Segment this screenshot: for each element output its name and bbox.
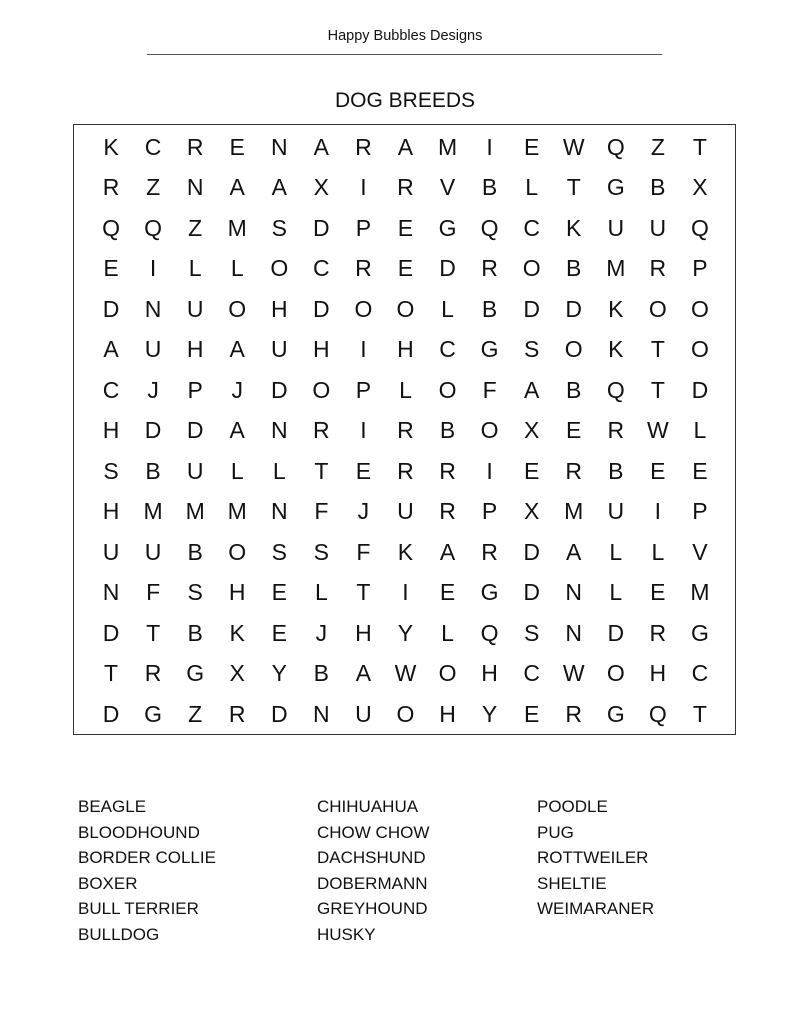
grid-letter: X: [313, 174, 330, 201]
grid-letter: H: [102, 417, 120, 444]
grid-letter: E: [523, 700, 540, 727]
grid-letter: E: [692, 457, 708, 484]
grid-letter: Y: [271, 660, 287, 687]
grid-letter: O: [270, 255, 289, 282]
grid-letter: G: [690, 619, 709, 646]
grid-letter: T: [356, 579, 371, 606]
grid-letter: W: [562, 133, 585, 160]
grid-letter: C: [523, 214, 540, 241]
grid-letter: Y: [397, 619, 414, 646]
grid-letter: B: [187, 619, 203, 646]
grid-letter: N: [565, 619, 583, 646]
grid-letter: D: [691, 376, 709, 403]
grid-letter: U: [649, 214, 667, 241]
grid-letter: U: [186, 457, 204, 484]
grid-letter: H: [102, 498, 120, 525]
grid-letter: C: [439, 336, 456, 363]
grid-letter: I: [402, 579, 409, 606]
word-list-column: [537, 794, 654, 922]
grid-letter: W: [394, 660, 417, 687]
grid-letter: E: [439, 579, 456, 606]
grid-letter: R: [313, 417, 330, 444]
grid-letter: B: [650, 174, 666, 201]
grid-letter: R: [102, 174, 120, 201]
grid-letter: H: [481, 660, 498, 687]
grid-letter: L: [188, 255, 202, 282]
grid-letter: R: [481, 255, 498, 282]
grid-letter: T: [314, 457, 329, 484]
grid-letter: O: [354, 295, 373, 322]
grid-letter: Z: [188, 700, 203, 727]
grid-letter: L: [651, 538, 665, 565]
grid-letter: R: [355, 133, 372, 160]
word-list-item: POODLE: [537, 797, 608, 816]
grid-letter: M: [227, 498, 247, 525]
grid-letter: M: [690, 579, 710, 606]
grid-letter: R: [439, 457, 456, 484]
word-list-item: BLOODHOUND: [78, 822, 200, 842]
grid-letter: L: [693, 417, 707, 444]
grid-letter: H: [313, 336, 330, 363]
grid-letter: A: [229, 417, 245, 444]
grid-letter: G: [186, 660, 205, 687]
word-list-item: BULL TERRIER: [78, 899, 199, 919]
grid-letter: G: [606, 700, 625, 727]
grid-letter: V: [439, 174, 456, 201]
grid-letter: B: [439, 417, 456, 444]
grid-letter: P: [481, 498, 498, 525]
grid-letter: N: [270, 498, 288, 525]
grid-letter: A: [313, 133, 330, 160]
grid-letter: O: [396, 295, 415, 322]
grid-letter: U: [144, 336, 162, 363]
grid-letter: D: [523, 538, 540, 565]
grid-letter: C: [523, 660, 540, 687]
grid-letter: K: [397, 538, 414, 565]
grid-letter: R: [397, 174, 414, 201]
grid-letter: G: [480, 336, 499, 363]
grid-letter: P: [692, 498, 708, 525]
grid-letter: B: [566, 255, 582, 282]
grid-letter: R: [565, 457, 583, 484]
word-list-item: SHELTIE: [537, 873, 607, 893]
grid-letter: L: [441, 619, 454, 646]
grid-letter: C: [691, 660, 709, 687]
grid-letter: L: [230, 255, 244, 282]
grid-letter: D: [102, 700, 120, 727]
grid-letter: R: [186, 133, 204, 160]
grid-letter: E: [523, 457, 540, 484]
grid-letter: S: [313, 538, 330, 565]
word-list-item: BULLDOG: [78, 924, 160, 944]
grid-letter: B: [481, 174, 498, 201]
grid-letter: I: [654, 498, 662, 525]
grid-letter: A: [229, 336, 245, 363]
grid-letter: E: [650, 457, 666, 484]
grid-letter: E: [103, 255, 119, 282]
grid-letter: G: [480, 579, 499, 606]
grid-letter: E: [271, 619, 287, 646]
grid-letter: L: [609, 538, 623, 565]
grid-letter: L: [441, 295, 454, 322]
grid-letter: C: [102, 376, 120, 403]
grid-letter: B: [145, 457, 161, 484]
word-list-item: CHIHUAHUA: [317, 797, 419, 816]
grid-letter: L: [272, 457, 286, 484]
grid-letter: R: [228, 700, 246, 727]
grid-letter: W: [562, 660, 585, 687]
grid-letter: O: [312, 376, 331, 403]
grid-letter: J: [147, 376, 159, 403]
grid-letter: D: [313, 214, 330, 241]
grid-letter: H: [397, 336, 414, 363]
grid-letter: T: [104, 660, 119, 687]
grid-letter: D: [523, 579, 540, 606]
grid-letter: U: [607, 498, 625, 525]
header-divider: [147, 54, 662, 55]
grid-letter: E: [397, 255, 414, 282]
grid-letter: R: [649, 255, 667, 282]
grid-letter: Q: [606, 133, 625, 160]
grid-letter: H: [355, 619, 372, 646]
grid-letter: E: [397, 214, 414, 241]
grid-letter: R: [439, 498, 456, 525]
grid-letter: R: [481, 538, 498, 565]
brand-header: Happy Bubbles Designs: [327, 28, 483, 44]
grid-letter: B: [481, 295, 498, 322]
grid-letter: A: [103, 336, 119, 363]
word-list-item: ROTTWEILER: [537, 848, 649, 868]
grid-letter: K: [608, 336, 624, 363]
grid-letter: E: [523, 133, 540, 160]
word-list-item: HUSKY: [317, 924, 376, 944]
grid-letter: Q: [480, 619, 499, 646]
grid-letter: T: [650, 376, 665, 403]
puzzle-title: DOG BREEDS: [334, 89, 476, 112]
grid-letter: I: [486, 457, 493, 484]
word-list-item: GREYHOUND: [317, 899, 428, 919]
word-list-item: BOXER: [78, 873, 138, 893]
grid-letter: S: [523, 336, 540, 363]
grid-letter: I: [360, 336, 367, 363]
grid-letter: F: [314, 498, 329, 525]
grid-letter: G: [144, 700, 163, 727]
grid-letter: G: [438, 214, 457, 241]
grid-letter: D: [270, 700, 288, 727]
grid-letter: Q: [690, 214, 709, 241]
grid-letter: E: [229, 133, 245, 160]
grid-letter: H: [270, 295, 288, 322]
grid-letter: W: [646, 417, 669, 444]
grid-letter: M: [564, 498, 584, 525]
grid-letter: N: [186, 174, 204, 201]
grid-letter: T: [146, 619, 161, 646]
grid-letter: U: [607, 214, 625, 241]
grid-letter: A: [397, 133, 414, 160]
word-list-item: BEAGLE: [78, 797, 147, 816]
grid-letter: X: [692, 174, 708, 201]
grid-letter: X: [523, 417, 540, 444]
grid-letter: N: [144, 295, 162, 322]
grid-letter: D: [102, 619, 120, 646]
grid-letter: L: [525, 174, 539, 201]
grid-letter: R: [397, 417, 414, 444]
grid-letter: A: [439, 538, 456, 565]
grid-letter: B: [313, 660, 330, 687]
grid-letter: N: [565, 579, 583, 606]
grid-letter: Z: [146, 174, 161, 201]
grid-letter: O: [438, 660, 457, 687]
grid-letter: M: [606, 255, 626, 282]
grid-letter: I: [486, 133, 493, 160]
grid-letter: O: [228, 538, 247, 565]
grid-letter: U: [355, 700, 372, 727]
grid-letter: A: [271, 174, 287, 201]
grid-letter: E: [355, 457, 372, 484]
grid-letter: X: [229, 660, 245, 687]
grid-letter: F: [146, 579, 161, 606]
grid-letter: R: [565, 700, 583, 727]
grid-letter: V: [692, 538, 708, 565]
grid-letter: J: [231, 376, 243, 403]
grid-letter: T: [650, 336, 665, 363]
grid-letter: Z: [650, 133, 665, 160]
grid-letter: S: [103, 457, 119, 484]
grid-letter: H: [228, 579, 246, 606]
grid-letter: X: [523, 498, 540, 525]
grid-letter: F: [356, 538, 371, 565]
grid-letter: E: [650, 579, 666, 606]
grid-letter: H: [186, 336, 204, 363]
grid-letter: K: [103, 133, 119, 160]
grid-letter: N: [102, 579, 120, 606]
letter-grid: [90, 127, 721, 735]
word-list-item: PUG: [537, 822, 574, 842]
grid-letter: N: [313, 700, 330, 727]
grid-letter: U: [144, 538, 162, 565]
grid-letter: L: [399, 376, 412, 403]
grid-letter: B: [566, 376, 582, 403]
grid-letter: A: [523, 376, 540, 403]
grid-letter: I: [149, 255, 157, 282]
grid-letter: N: [270, 417, 288, 444]
grid-letter: S: [271, 538, 287, 565]
word-list-column: [78, 794, 216, 948]
grid-letter: Q: [648, 700, 667, 727]
grid-letter: U: [397, 498, 414, 525]
grid-letter: M: [437, 133, 458, 160]
grid-letter: R: [355, 255, 372, 282]
word-list-item: DOBERMANN: [317, 873, 428, 893]
grid-letter: T: [692, 133, 707, 160]
grid-letter: T: [566, 174, 581, 201]
grid-letter: U: [270, 336, 288, 363]
grid-letter: O: [438, 376, 457, 403]
grid-letter: H: [649, 660, 667, 687]
grid-letter: D: [102, 295, 120, 322]
grid-letter: M: [227, 214, 247, 241]
grid-letter: L: [609, 579, 623, 606]
word-list-column: [317, 794, 429, 948]
grid-letter: O: [690, 336, 709, 363]
grid-letter: Q: [102, 214, 120, 241]
word-search-grid-box: [73, 124, 736, 735]
grid-letter: R: [649, 619, 667, 646]
grid-letter: P: [355, 214, 372, 241]
grid-letter: P: [187, 376, 203, 403]
grid-letter: B: [187, 538, 203, 565]
grid-letter: H: [439, 700, 456, 727]
grid-letter: D: [270, 376, 288, 403]
word-list-item: CHOW CHOW: [317, 822, 430, 842]
grid-letter: C: [144, 133, 162, 160]
grid-letter: O: [606, 660, 625, 687]
grid-letter: E: [271, 579, 287, 606]
word-list-item: WEIMARANER: [537, 899, 655, 919]
grid-letter: M: [143, 498, 163, 525]
grid-letter: O: [396, 700, 415, 727]
word-list-item: DACHSHUND: [317, 848, 426, 868]
grid-letter: Z: [188, 214, 203, 241]
grid-letter: J: [357, 498, 370, 525]
grid-letter: D: [313, 295, 330, 322]
grid-letter: Y: [481, 700, 498, 727]
grid-letter: A: [355, 660, 372, 687]
grid-letter: F: [482, 376, 497, 403]
grid-letter: Q: [480, 214, 499, 241]
grid-letter: D: [439, 255, 456, 282]
grid-letter: D: [565, 295, 583, 322]
grid-letter: L: [314, 579, 328, 606]
grid-letter: A: [229, 174, 245, 201]
grid-letter: Q: [606, 376, 625, 403]
grid-letter: T: [692, 700, 707, 727]
grid-letter: O: [648, 295, 667, 322]
grid-letter: E: [566, 417, 582, 444]
grid-letter: P: [692, 255, 708, 282]
grid-letter: O: [228, 295, 247, 322]
grid-letter: S: [523, 619, 540, 646]
grid-letter: K: [608, 295, 624, 322]
grid-letter: U: [102, 538, 120, 565]
grid-letter: D: [186, 417, 204, 444]
grid-letter: I: [360, 174, 367, 201]
grid-letter: P: [355, 376, 372, 403]
grid-letter: R: [607, 417, 625, 444]
grid-letter: O: [480, 417, 499, 444]
grid-letter: S: [271, 214, 287, 241]
grid-letter: D: [523, 295, 540, 322]
grid-letter: S: [187, 579, 203, 606]
word-list-item: BORDER COLLIE: [78, 848, 216, 868]
grid-letter: J: [315, 619, 328, 646]
grid-letter: R: [144, 660, 162, 687]
grid-letter: K: [229, 619, 245, 646]
grid-letter: G: [606, 174, 625, 201]
grid-letter: O: [522, 255, 541, 282]
grid-letter: D: [144, 417, 162, 444]
grid-letter: A: [566, 538, 582, 565]
grid-letter: B: [608, 457, 624, 484]
grid-letter: L: [230, 457, 244, 484]
grid-letter: I: [360, 417, 367, 444]
grid-letter: U: [186, 295, 204, 322]
grid-letter: O: [690, 295, 709, 322]
grid-letter: O: [564, 336, 583, 363]
grid-letter: N: [270, 133, 288, 160]
grid-letter: R: [397, 457, 414, 484]
grid-letter: K: [566, 214, 582, 241]
grid-letter: D: [607, 619, 625, 646]
grid-letter: C: [313, 255, 330, 282]
grid-letter: Q: [144, 214, 163, 241]
grid-letter: M: [185, 498, 205, 525]
